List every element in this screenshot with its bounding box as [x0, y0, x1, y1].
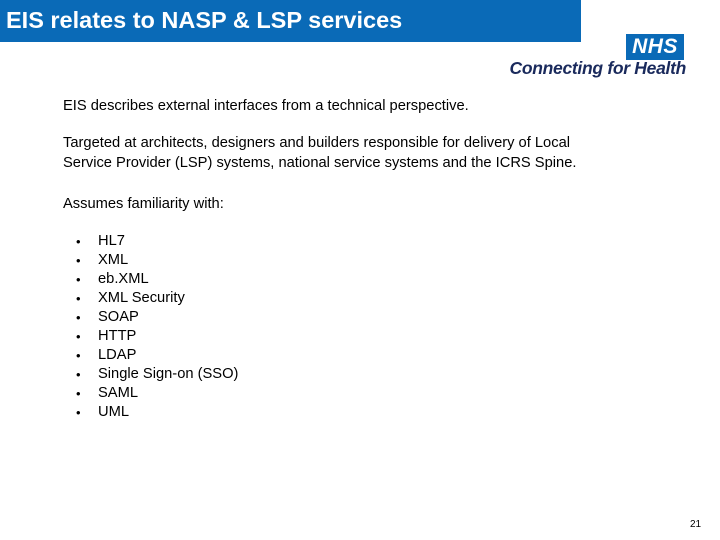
list-item — [76, 384, 238, 403]
page-number: 21 — [690, 519, 702, 530]
list-item — [76, 308, 238, 327]
nhs-logo — [496, 34, 688, 80]
bullet-icon: • — [76, 367, 81, 382]
nhs-badge-text: NHS — [632, 35, 678, 58]
list-item-label: eb.XML — [98, 271, 149, 287]
bullet-list — [76, 232, 238, 422]
list-item — [76, 251, 238, 270]
title-bar — [0, 0, 581, 42]
list-item-label: XML — [98, 252, 129, 268]
bullet-icon: • — [76, 291, 81, 306]
slide-title: EIS relates to NASP & LSP services — [6, 7, 403, 33]
paragraph-intro: EIS describes external interfaces from a technical perspective. — [63, 98, 469, 114]
list-item-label: SOAP — [98, 309, 139, 325]
list-item — [76, 403, 238, 422]
list-item-label: UML — [98, 404, 130, 420]
list-item — [76, 270, 238, 289]
list-item-label: XML Security — [98, 290, 185, 306]
list-item — [76, 365, 238, 384]
list-item-label: Single Sign-on (SSO) — [98, 366, 239, 382]
bullet-icon: • — [76, 272, 81, 287]
list-item-label: LDAP — [98, 347, 137, 363]
bullet-icon: • — [76, 329, 81, 344]
nhs-tagline: Connecting for Health — [509, 58, 686, 78]
paragraph-audience-line-2: Service Provider (LSP) systems, national service systems and the ICRS Spine. — [63, 155, 577, 171]
bullet-icon: • — [76, 405, 81, 420]
bullet-icon: • — [76, 386, 81, 401]
list-item — [76, 346, 238, 365]
list-item — [76, 327, 238, 346]
list-item-label: HTTP — [98, 328, 137, 344]
list-item-label: HL7 — [98, 233, 125, 249]
paragraph-audience-line-1: Targeted at architects, designers and builders responsible for delivery of Local — [63, 135, 570, 151]
list-item — [76, 232, 238, 251]
list-item-label: SAML — [98, 385, 138, 401]
bullet-icon: • — [76, 348, 81, 363]
paragraph-assumes: Assumes familiarity with: — [63, 196, 224, 212]
bullet-icon: • — [76, 234, 81, 249]
paragraph-audience — [63, 133, 576, 173]
bullet-icon: • — [76, 253, 81, 268]
bullet-icon: • — [76, 310, 81, 325]
list-item — [76, 289, 238, 308]
